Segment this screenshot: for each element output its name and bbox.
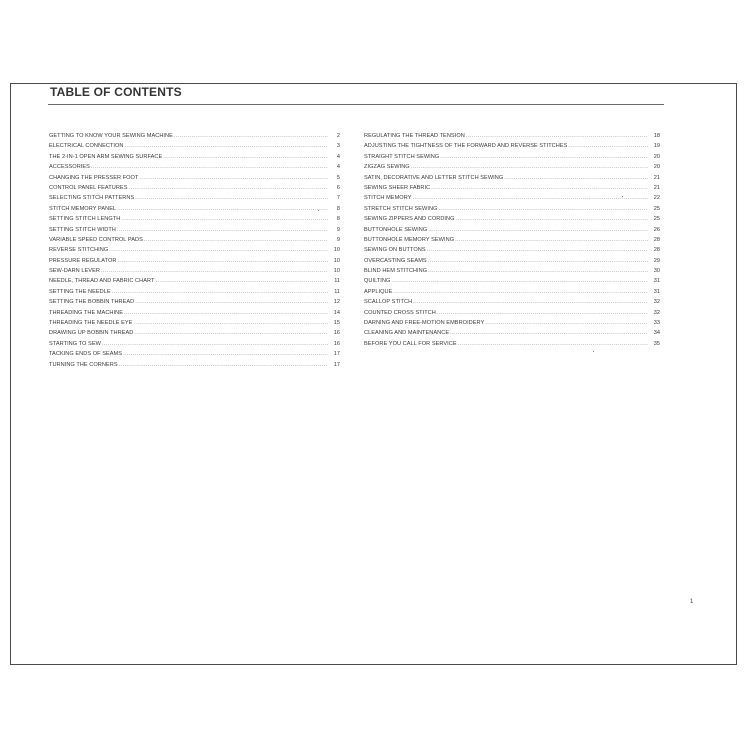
toc-leader-dots — [412, 193, 648, 203]
toc-leader-dots — [117, 225, 328, 235]
toc-entry-title: SELECTING STITCH PATTERNS — [49, 195, 135, 202]
toc-entry-title: BUTTONHOLE SEWING — [364, 226, 428, 233]
toc-leader-dots — [427, 245, 648, 255]
toc-entry-title: ACCESSORIES — [49, 164, 90, 171]
toc-leader-dots — [440, 152, 648, 162]
toc-entry — [49, 235, 340, 245]
toc-entry-page: 28 — [653, 236, 660, 243]
toc-leader-dots — [144, 235, 328, 245]
toc-leader-dots — [411, 162, 648, 172]
toc-leader-dots — [109, 245, 328, 255]
toc-leader-dots — [393, 287, 648, 297]
toc-entry-page: 16 — [333, 340, 340, 347]
toc-entry-title: THREADING THE MACHINE — [49, 309, 123, 316]
toc-entry-page: 26 — [653, 226, 660, 233]
toc-entry-title: TURNING THE CORNERS — [49, 361, 118, 368]
toc-entry-title: SEW-DARN LEVER — [49, 268, 100, 275]
toc-entry-title: STARTING TO SEW — [49, 340, 101, 347]
toc-leader-dots — [139, 173, 328, 183]
toc-entry-page: 4 — [336, 153, 340, 160]
toc-entry — [49, 266, 340, 276]
title-divider — [48, 104, 664, 105]
toc-entry-page: 10 — [333, 247, 340, 254]
toc-entry-page: 25 — [653, 216, 660, 223]
toc-leader-dots — [485, 318, 648, 328]
toc-entry-page: 12 — [333, 299, 340, 306]
toc-entry-page: 31 — [653, 288, 660, 295]
toc-entry-title: SEWING SHEER FABRIC — [364, 184, 431, 191]
toc-entry-page: 31 — [653, 278, 660, 285]
toc-entry-title: REVERSE STITCHING — [49, 247, 109, 254]
toc-entry-page: 21 — [653, 184, 660, 191]
toc-leader-dots — [155, 276, 328, 286]
toc-entry-page: 34 — [653, 330, 660, 337]
toc-entry — [49, 349, 340, 359]
toc-entry-title: REGULATING THE THREAD TENSION — [364, 133, 465, 139]
toc-entry-page: 35 — [653, 340, 660, 347]
toc-entry-title: SETTING STITCH WIDTH — [49, 226, 116, 233]
toc-leader-dots — [121, 214, 328, 224]
toc-entry-page: 15 — [333, 320, 340, 327]
toc-entry-page: 33 — [653, 320, 660, 327]
toc-entry — [364, 173, 660, 183]
toc-entry — [49, 276, 340, 286]
toc-entry-page: 25 — [653, 205, 660, 212]
toc-leader-dots — [125, 141, 328, 151]
toc-leader-dots — [91, 162, 328, 172]
toc-entry-title: CHANGING THE PRESSER FOOT — [49, 174, 139, 181]
toc-entry-title: QUILTING — [364, 278, 391, 285]
toc-leader-dots — [163, 152, 328, 162]
toc-entry-page: 9 — [336, 226, 340, 233]
toc-entry-page: 29 — [653, 257, 660, 264]
toc-entry — [364, 141, 660, 151]
toc-entry-title: SETTING STITCH LENGTH — [49, 216, 121, 223]
toc-entry-page: 10 — [333, 268, 340, 275]
toc-entry — [49, 193, 340, 203]
toc-entry — [364, 152, 660, 162]
toc-entry-title: SCALLOP STITCH — [364, 299, 413, 306]
toc-entry — [364, 204, 660, 214]
toc-entry-title: DARNING AND FREE-MOTION EMBROIDERY — [364, 320, 485, 327]
toc-entry-page: 21 — [653, 174, 660, 181]
toc-entry-page: 20 — [653, 153, 660, 160]
toc-leader-dots — [438, 204, 648, 214]
toc-leader-dots — [102, 339, 328, 349]
toc-entry-page: 3 — [336, 143, 340, 150]
toc-entry-page: 17 — [333, 361, 340, 368]
toc-leader-dots — [117, 204, 328, 214]
toc-leader-dots — [413, 297, 648, 307]
toc-entry-page: 9 — [336, 236, 340, 243]
toc-entry-page: 19 — [653, 143, 660, 150]
toc-entry-title: BEFORE YOU CALL FOR SERVICE — [364, 340, 457, 347]
toc-entry-page: 22 — [653, 195, 660, 202]
toc-entry — [49, 318, 340, 328]
toc-left-column — [49, 131, 340, 370]
toc-entry-title: ADJUSTING THE TIGHTNESS OF THE FORWARD AND REVERSE STITCHES — [364, 143, 568, 150]
toc-entry — [49, 162, 340, 172]
toc-entry-page: 11 — [334, 278, 340, 285]
toc-leader-dots — [119, 360, 328, 370]
toc-entry — [364, 339, 660, 349]
toc-entry-title: STITCH MEMORY PANEL — [49, 205, 117, 212]
toc-leader-dots — [118, 256, 328, 266]
toc-leader-dots — [428, 256, 648, 266]
toc-entry — [364, 235, 660, 245]
toc-entry-title: SATIN, DECORATIVE AND LETTER STITCH SEWING — [364, 174, 504, 181]
page-number: 1 — [690, 599, 694, 605]
toc-leader-dots — [458, 339, 648, 349]
toc-entry — [49, 225, 340, 235]
toc-entry-page: 7 — [336, 195, 340, 202]
toc-leader-dots — [466, 131, 648, 141]
toc-entry-page: 18 — [653, 133, 660, 139]
toc-leader-dots — [134, 328, 328, 338]
toc-entry-title: DRAWING UP BOBBIN THREAD — [49, 330, 134, 337]
toc-leader-dots — [428, 225, 648, 235]
toc-entry — [364, 245, 660, 255]
toc-entry-page: 8 — [336, 205, 340, 212]
toc-entry — [364, 256, 660, 266]
toc-entry-page: 11 — [334, 288, 340, 295]
toc-entry-title: PRESSURE REGULATOR — [49, 257, 117, 264]
toc-entry — [49, 152, 340, 162]
toc-entry — [49, 360, 340, 370]
toc-entry — [364, 162, 660, 172]
toc-entry — [364, 193, 660, 203]
toc-entry-page: 10 — [333, 257, 340, 264]
toc-entry-page: 4 — [336, 164, 340, 171]
toc-leader-dots — [437, 308, 648, 318]
toc-entry-page: 32 — [653, 299, 660, 306]
toc-entry — [364, 266, 660, 276]
toc-entry — [364, 214, 660, 224]
toc-entry-page: 5 — [336, 174, 340, 181]
toc-entry-page: 2 — [336, 133, 340, 139]
toc-entry-page: 28 — [653, 247, 660, 254]
toc-entry-page: 30 — [653, 268, 660, 275]
toc-entry-title: CLEANING AND MAINTENANCE — [364, 330, 450, 337]
toc-leader-dots — [391, 276, 648, 286]
toc-entry — [49, 339, 340, 349]
toc-leader-dots — [124, 308, 328, 318]
toc-entry-title: STRETCH STITCH SEWING — [364, 205, 438, 212]
toc-entry-title: TACKING ENDS OF SEAMS — [49, 351, 123, 358]
toc-entry — [364, 328, 660, 338]
toc-leader-dots — [504, 173, 648, 183]
toc-entry-title: NEEDLE, THREAD AND FABRIC CHART — [49, 278, 155, 285]
toc-leader-dots — [133, 318, 328, 328]
toc-entry-title: STITCH MEMORY — [364, 195, 412, 202]
toc-leader-dots — [568, 141, 648, 151]
scan-speck — [593, 351, 594, 352]
toc-entry-title: THREADING THE NEEDLE EYE — [49, 320, 133, 327]
scan-speck — [622, 196, 623, 197]
toc-entry-title: VARIABLE SPEED CONTROL PADS — [49, 236, 143, 243]
toc-entry-title: BLIND HEM STITCHING — [364, 268, 428, 275]
toc-entry-title: SETTING THE BOBBIN THREAD — [49, 299, 135, 306]
toc-entry-title: STRAIGHT STITCH SEWING — [364, 153, 440, 160]
toc-entry — [364, 183, 660, 193]
toc-entry — [364, 131, 660, 141]
scan-speck — [318, 210, 319, 211]
toc-entry-title: SETTING THE NEEDLE — [49, 288, 111, 295]
toc-leader-dots — [112, 287, 328, 297]
toc-entry-page: 16 — [333, 330, 340, 337]
toc-entry-title: SEWING ZIPPERS AND CORDING — [364, 216, 455, 223]
toc-entry-page: 32 — [653, 309, 660, 316]
toc-entry — [364, 308, 660, 318]
toc-leader-dots — [431, 183, 648, 193]
toc-entry-page: 14 — [333, 309, 340, 316]
toc-entry — [49, 204, 340, 214]
toc-entry — [364, 276, 660, 286]
toc-entry-title: SEWING ON BUTTONS — [364, 247, 426, 254]
toc-entry — [49, 245, 340, 255]
toc-leader-dots — [129, 183, 329, 193]
toc-entry-title: APPLIQUE — [364, 288, 393, 295]
toc-leader-dots — [450, 328, 648, 338]
toc-entry — [49, 328, 340, 338]
toc-entry — [49, 308, 340, 318]
toc-leader-dots — [135, 297, 328, 307]
toc-entry — [49, 297, 340, 307]
toc-entry-title: GETTING TO KNOW YOUR SEWING MACHINE — [49, 133, 173, 139]
toc-entry — [49, 183, 340, 193]
toc-entry — [364, 225, 660, 235]
toc-right-column — [364, 131, 660, 349]
toc-entry — [364, 318, 660, 328]
toc-entry — [49, 141, 340, 151]
toc-entry — [364, 287, 660, 297]
toc-entry — [49, 256, 340, 266]
toc-leader-dots — [123, 349, 328, 359]
toc-entry-page: 17 — [333, 351, 340, 358]
toc-entry-title: ELECTRICAL CONNECTION — [49, 143, 124, 150]
toc-entry — [49, 214, 340, 224]
toc-entry-title: BUTTONHOLE MEMORY SEWING — [364, 236, 455, 243]
toc-leader-dots — [135, 193, 328, 203]
toc-entry-title: CONTROL PANEL FEATURES — [49, 184, 128, 191]
toc-entry-title: THE 2-IN-1 OPEN ARM SEWING SURFACE — [49, 153, 163, 160]
toc-entry-title: OVERCASTING SEAMS — [364, 257, 427, 264]
toc-leader-dots — [456, 214, 649, 224]
toc-entry-page: 8 — [336, 216, 340, 223]
toc-entry — [49, 131, 340, 141]
toc-leader-dots — [174, 131, 328, 141]
toc-leader-dots — [101, 266, 328, 276]
toc-leader-dots — [455, 235, 648, 245]
toc-leader-dots — [428, 266, 648, 276]
page-title: TABLE OF CONTENTS — [50, 85, 182, 99]
toc-entry — [49, 173, 340, 183]
toc-entry-title: ZIGZAG SEWING — [364, 164, 410, 171]
toc-entry — [364, 297, 660, 307]
toc-entry-page: 6 — [336, 184, 340, 191]
toc-entry — [49, 287, 340, 297]
toc-entry-title: COUNTED CROSS STITCH — [364, 309, 436, 316]
toc-entry-page: 20 — [653, 164, 660, 171]
